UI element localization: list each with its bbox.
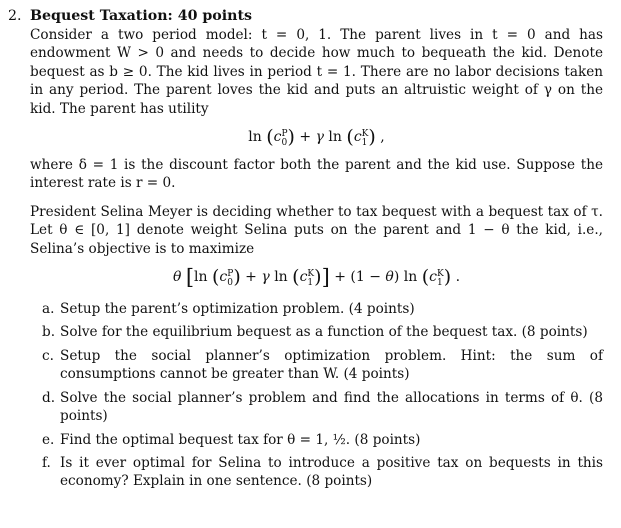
parent-utility-equation [30,124,603,150]
subquestion-c [30,347,603,384]
president-paragraph: President Selina Meyer is deciding whether to tax bequest with a bequest tax of τ. Let θ ∈ [0, 1] denote weight Selina puts on the parent and 1 − θ the kid, i.e., Selina’s objective is to maximize [30,203,603,257]
setup-paragraph: Consider a two period model: t = 0, 1. The parent lives in t = 0 and has endowment W > 0 and needs to decide how much to bequeath the kid. Denote bequest as b ≥ 0. The kid lives in period t = 1. There are no labor decisions taken in any period. The parent loves the kid and puts an altruistic weight of γ on the kid. The parent has utility [30,27,603,117]
subquestion-a [30,300,603,318]
subquestion-d [30,389,603,426]
subquestion-letter: b. [42,324,56,341]
question-number: 2. [8,8,22,24]
subquestion-letter: a. [42,301,55,318]
discount-paragraph: where δ = 1 is the discount factor both the parent and the kid use. Suppose the interest rate is r = 0. [30,157,603,192]
subquestion-f [30,454,603,491]
subquestion-text: Setup the parent’s optimization problem. (4 points) [60,301,415,318]
parent-utility-text: ln (c P 0 ) + γ ln (c K 1 ) , [248,126,385,149]
question-body [30,26,603,491]
subquestion-letter: c. [42,347,54,364]
subquestion-letter: f. [42,454,51,471]
subquestion-text: Solve the social planner’s problem and find the allocations in terms of θ. (8 points) [60,389,603,425]
subquestion-list [30,300,603,491]
question-title: Bequest Taxation: 40 points [30,8,253,24]
planner-objective-text: θ [ln (c P 0 ) + γ ln (c K 1 )] + (1 − θ) ln (c K 1 ) . [172,265,461,290]
subquestion-e [30,431,603,449]
subquestion-b [30,323,603,341]
subquestion-text: Solve for the equilibrium bequest as a function of the bequest tax. (8 points) [60,324,588,341]
subquestion-text: Is it ever optimal for Selina to introduce a positive tax on bequests in this economy? Explain in one sentence. (8 points) [60,454,603,490]
planner-objective-equation [30,264,603,290]
subquestion-letter: d. [42,389,56,406]
subquestion-text: Setup the social planner’s optimization problem. Hint: the sum of consumptions cannot be greater than W. (4 points) [60,347,603,383]
subquestion-text: Find the optimal bequest tax for θ = 1, ½. (8 points) [60,431,421,448]
question-header [8,6,603,26]
subquestion-letter: e. [42,431,55,448]
